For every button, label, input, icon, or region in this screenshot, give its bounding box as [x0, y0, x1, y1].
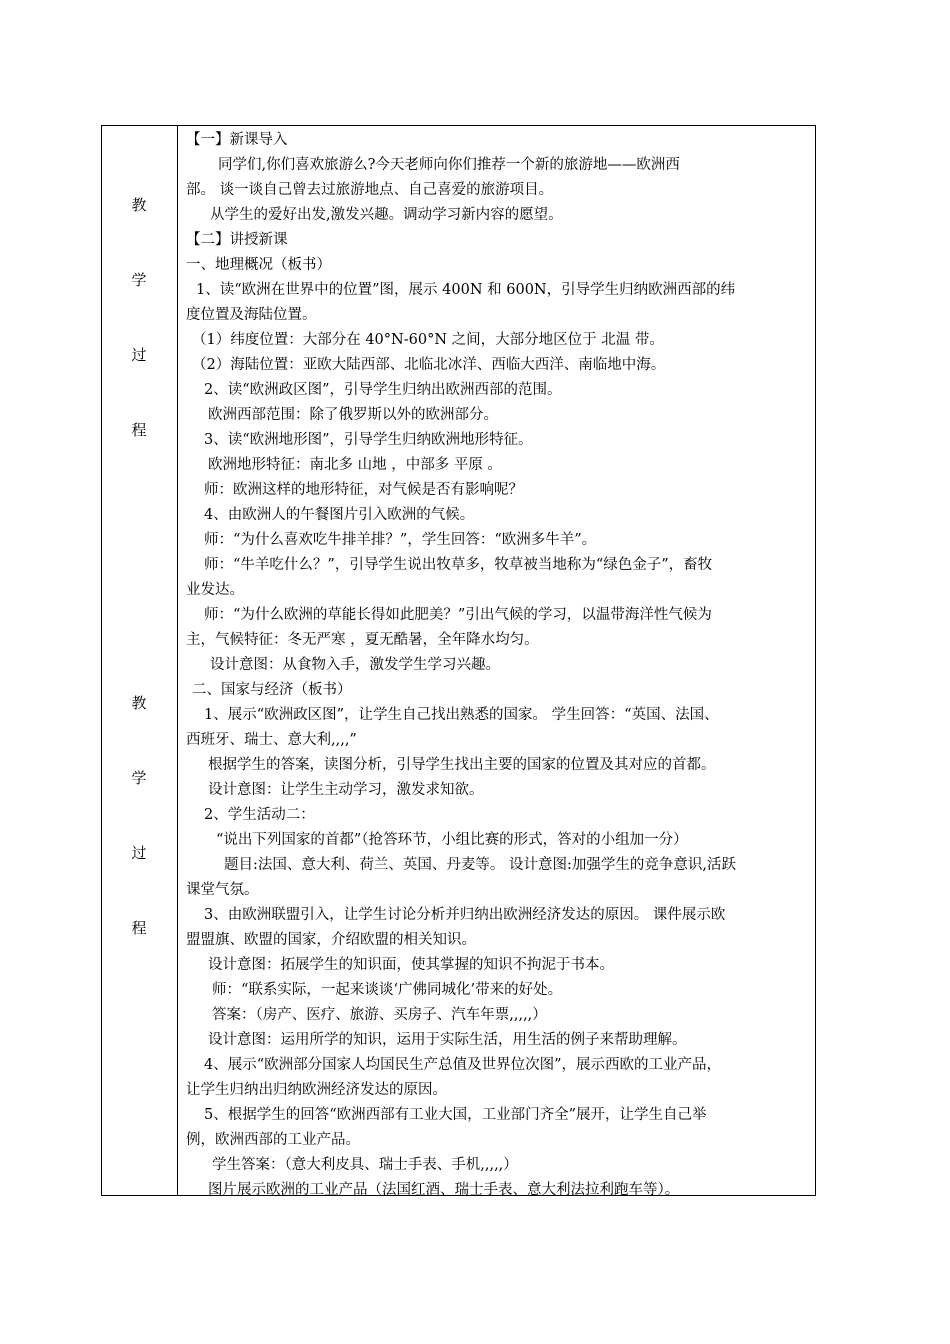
content-line: 学生答案：（意大利皮具、瑞士手表、手机,,,,,）: [212, 1157, 518, 1173]
side-label-xue-2: 学: [131, 769, 147, 787]
content-line: 一、地理概况（板书）: [186, 257, 331, 273]
content-line: 【一】新课导入: [186, 132, 288, 148]
content-line: 2、学生活动二：: [204, 807, 315, 823]
content-line: 题目:法国、意大利、荷兰、英国、丹麦等。 设计意图:加强学生的竞争意识,活跃: [224, 857, 736, 873]
content-line: （1）纬度位置：大部分在 40°N-60°N 之间，大部分地区位于 北温 带。: [192, 332, 664, 348]
content-line: 从学生的爱好出发,激发兴趣。调动学习新内容的愿望。: [210, 207, 563, 223]
side-label-guo-1: 过: [131, 346, 147, 364]
content-line: 业发达。: [186, 582, 244, 598]
side-label-jiao-2: 教: [131, 694, 147, 712]
content-line: 答案：（房产、医疗、旅游、买房子、汽车年票,,,,,）: [212, 1007, 547, 1023]
content-line: 【二】讲授新课: [186, 232, 288, 248]
column-divider: [177, 125, 178, 1196]
content-line: 师：“为什么欧洲的草能长得如此肥美？”引出气候的学习，以温带海洋性气候为: [204, 607, 712, 623]
content-line: “说出下列国家的首都”（抢答环节，小组比赛的形式，答对的小组加一分）: [216, 832, 688, 848]
content-line: 4、展示“欧洲部分国家人均国民生产总值及世界位次图”，展示西欧的工业产品，: [204, 1057, 722, 1073]
content-line: 根据学生的答案，读图分析，引导学生找出主要的国家的位置及其对应的首都。: [208, 757, 716, 773]
content-line: 西班牙、瑞士、意大利,,,,”: [186, 732, 357, 748]
content-line: 让学生归纳出归纳欧洲经济发达的原因。: [186, 1082, 447, 1098]
content-line: 师：“联系实际，一起来谈谈‘广佛同城化’带来的好处。: [212, 982, 563, 998]
content-line: 度位置及海陆位置。: [186, 307, 317, 323]
content-line: 师：“为什么喜欢吃牛排羊排？”，学生回答：“欧洲多牛羊”。: [204, 532, 597, 548]
content-line: 3、读“欧洲地形图”，引导学生归纳欧洲地形特征。: [204, 432, 533, 448]
content-line: 3、由欧洲联盟引入，让学生讨论分析并归纳出欧洲经济发达的原因。 课件展示欧: [204, 907, 726, 923]
content-line: 二、国家与经济（板书）: [192, 682, 352, 698]
content-line: 同学们,你们喜欢旅游么?今天老师向你们推荐一个新的旅游地——欧洲西: [218, 157, 680, 173]
content-line: 师：“牛羊吃什么？”，引导学生说出牧草多，牧草被当地称为“绿色金子”，畜牧: [204, 557, 713, 573]
content-line: 2、读“欧洲政区图”，引导学生归纳出欧洲西部的范围。: [204, 382, 562, 398]
side-label-xue-1: 学: [131, 271, 147, 289]
content-line: 师：欧洲这样的地形特征，对气候是否有影响呢？: [204, 482, 523, 498]
content-line: 欧洲地形特征：南北多 山地 ，中部多 平原 。: [208, 457, 502, 473]
content-line: 图片展示欧洲的工业产品（法国红酒、瑞士手表、意大利法拉利跑车等）。: [208, 1182, 680, 1198]
content-line: 5、根据学生的回答“欧洲西部有工业大国，工业部门齐全”展开，让学生自己举: [204, 1107, 707, 1123]
content-line: 设计意图：让学生主动学习，激发求知欲。: [208, 782, 484, 798]
content-line: （2）海陆位置：亚欧大陆西部、北临北冰洋、西临大西洋、南临地中海。: [192, 357, 666, 373]
side-label-guo-2: 过: [131, 844, 147, 862]
content-line: 例，欧洲西部的工业产品。: [186, 1132, 360, 1148]
content-line: 1、读“欧洲在世界中的位置”图，展示 400N 和 600N，引导学生归纳欧洲西部的纬: [196, 282, 736, 298]
side-label-cheng-1: 程: [131, 421, 147, 439]
content-line: 盟盟旗、欧盟的国家，介绍欧盟的相关知识。: [186, 932, 476, 948]
lesson-content: [186, 128, 810, 1203]
side-label-cheng-2: 程: [131, 919, 147, 937]
content-line: 部。 谈一谈自己曾去过旅游地点、自己喜爱的旅游项目。: [186, 182, 554, 198]
content-line: 1、展示“欧洲政区图”，让学生自己找出熟悉的国家。 学生回答：“英国、法国、: [204, 707, 719, 723]
content-line: 设计意图：拓展学生的知识面，使其掌握的知识不拘泥于书本。: [208, 957, 614, 973]
content-line: 设计意图：运用所学的知识，运用于实际生活，用生活的例子来帮助理解。: [208, 1032, 687, 1048]
content-line: 课堂气氛。: [186, 882, 259, 898]
side-label-jiao-1: 教: [131, 196, 147, 214]
content-line: 设计意图：从食物入手，激发学生学习兴趣。: [210, 657, 500, 673]
content-line: 4、由欧洲人的午餐图片引入欧洲的气候。: [204, 507, 475, 523]
content-line: 欧洲西部范围：除了俄罗斯以外的欧洲部分。: [208, 407, 498, 423]
content-line: 主，气候特征：冬无严寒 ，夏无酷暑，全年降水均匀。: [186, 632, 539, 648]
